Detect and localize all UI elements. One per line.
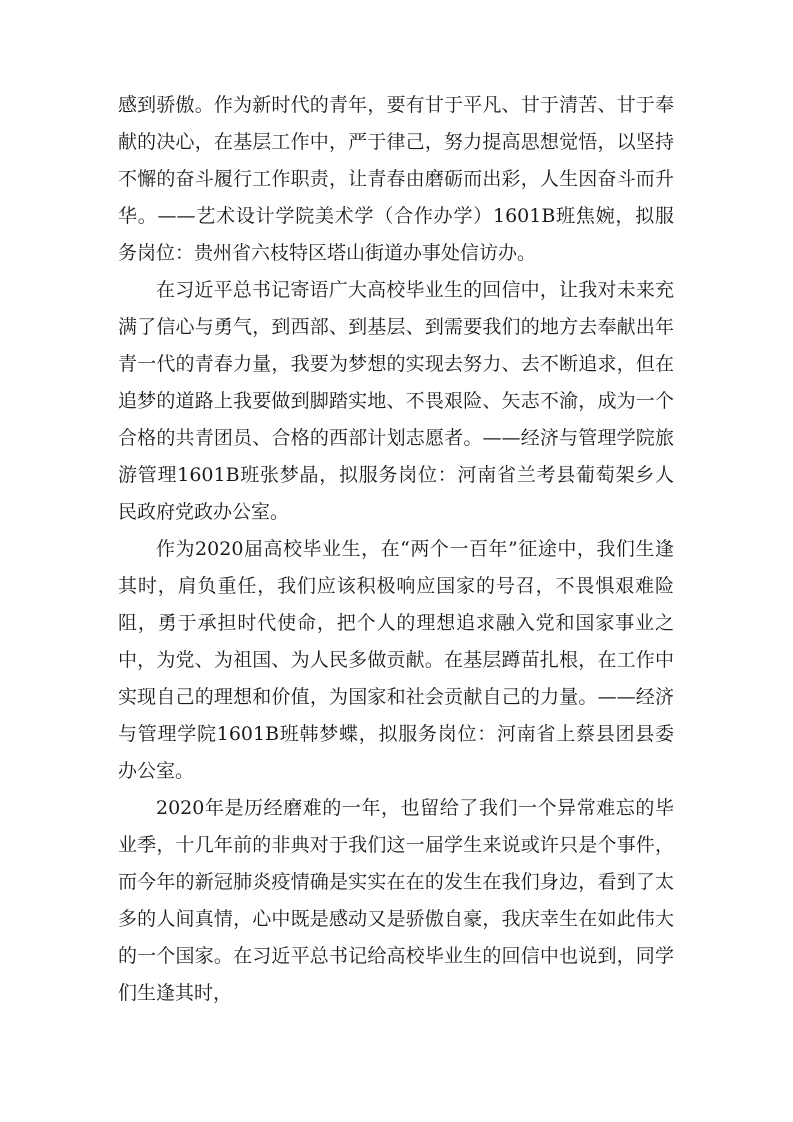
paragraph-3: 作为2020届高校毕业生，在“两个一百年”征途中，我们生逢其时，肩负重任，我们应该积极响应国家的号召，不畏惧艰难险阻，勇于承担时代使命，把个人的理想追求融入党和国家事业之中，为党、为祖国、为人民多做贡献。在基层蹲苗扎根，在工作中实现自己的理想和价值，为国家和社会贡献自己的力量。——经济与管理学院1601B班韩梦蝶，拟服务岗位：河南省上蔡县团县委办公室。: [118, 538, 674, 782]
paragraph-2: 在习近平总书记寄语广大高校毕业生的回信中，让我对未来充满了信心与勇气，到西部、到基层、到需要我们的地方去奉献出年青一代的青春力量，我要为梦想的实现去努力、去不断追求，但在追梦的道路上我要做到脚踏实地、不畏艰险、矢志不渝，成为一个合格的共青团员、合格的西部计划志愿者。——经济与管理学院旅游管理1601B班张梦晶，拟服务岗位：河南省兰考县葡萄架乡人民政府党政办公室。: [118, 279, 674, 523]
paragraph-1: 感到骄傲。作为新时代的青年，要有甘于平凡、甘于清苦、甘于奉献的决心，在基层工作中，严于律己，努力提高思想觉悟，以坚持不懈的奋斗履行工作职责，让青春由磨砺而出彩，人生因奋斗而升华。——艺术设计学院美术学（合作办学）1601B班焦婉，拟服务岗位：贵州省六枝特区塔山街道办事处信访办。: [118, 94, 674, 264]
paragraph-4: 2020年是历经磨难的一年，也留给了我们一个异常难忘的毕业季，十几年前的非典对于我们这一届学生来说或许只是个事件，而今年的新冠肺炎疫情确是实实在在的发生在我们身边，看到了太多的人间真情，心中既是感动又是骄傲自豪，我庆幸生在如此伟大的一个国家。在习近平总书记给高校毕业生的回信中也说到，同学们生逢其时，: [118, 797, 674, 1004]
document-body: [118, 87, 674, 1012]
